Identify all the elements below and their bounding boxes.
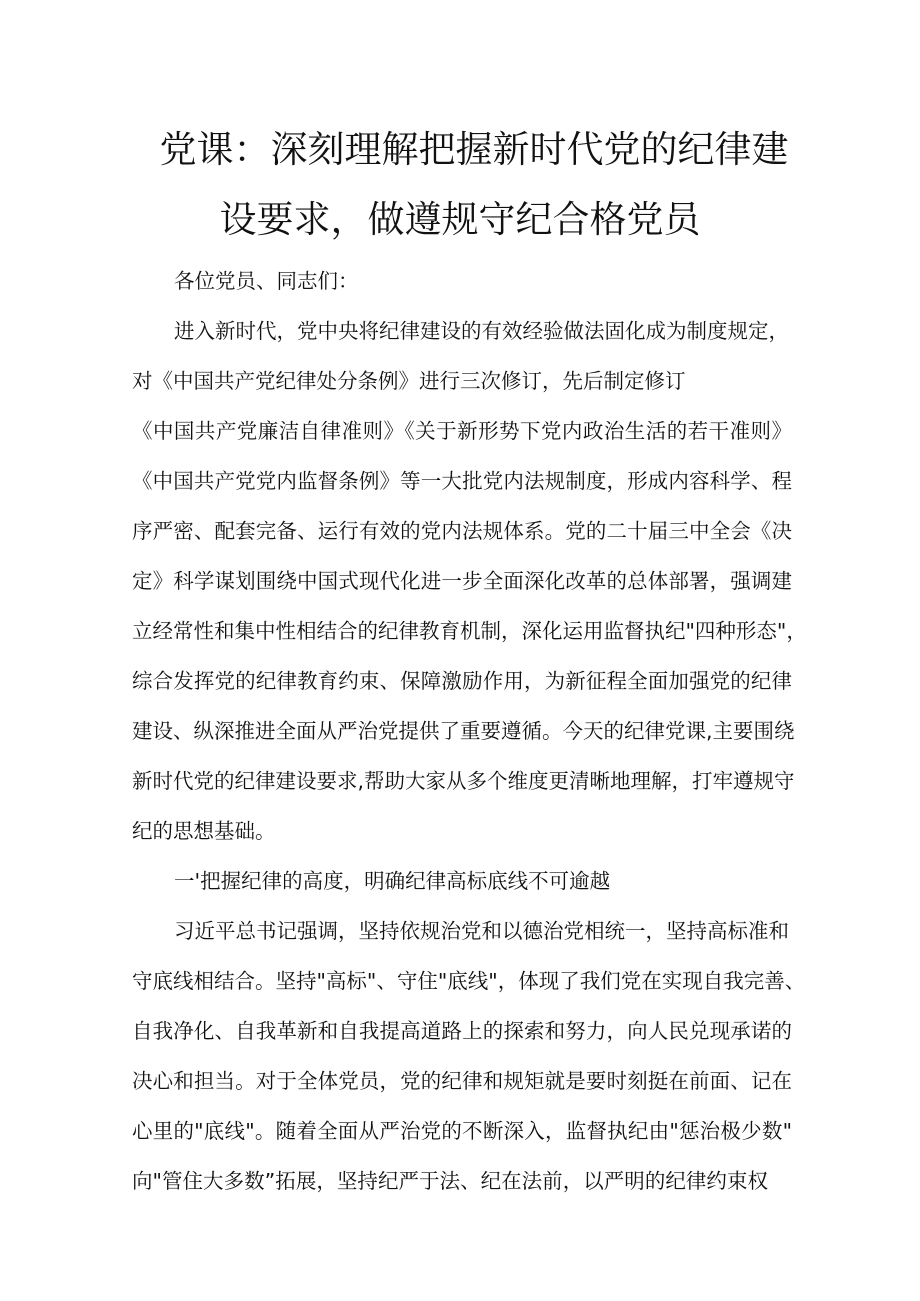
paragraph-1-line-9: 建设、纵深推进全面从严治党提供了重要遵循。今天的纪律党课,主要围绕 [132,719,795,743]
paragraph-1-line-4: 《中国共产党党内监督条例》等一大批党内法规制度，形成内容科学、程 [132,469,792,493]
paragraph-1-line-5: 序严密、配套完备、运行有效的党内法规体系。党的二十届三中全会《决 [132,519,792,543]
paragraph-2-line-1: 习近平总书记强调，坚持依规治党和以德治党相统一，坚持高标准和 [174,919,789,943]
paragraph-1-line-10: 新时代党的纪律建设要求,帮助大家从多个维度更清晰地理解，打牢遵规守 [132,769,795,793]
paragraph-2-line-2: 守底线相结合。坚持"高标"、守住"底线"，体现了我们党在实现自我完善、 [132,969,806,993]
document-title-line-1: 党课：深刻理解把握新时代党的纪律建 [159,128,789,171]
paragraph-2-line-4: 决心和担当。对于全体党员，党的纪律和规矩就是要时刻挺在前面、记在 [132,1069,792,1093]
paragraph-2-line-5: 心里的"底线"。随着全面从严治党的不断深入，监督执纪由"惩治极少数" [132,1119,792,1143]
paragraph-2-line-6: 向"管住大多数”拓展，坚持纪严于法、纪在法前，以严明的纪律约束权 [132,1169,768,1193]
document-title-line-2: 设要求，做遵规守纪合格党员 [219,198,701,241]
section-1-heading: 一'把握纪律的高度，明确纪律高标底线不可逾越 [174,869,611,893]
paragraph-1-line-2: 对《中国共产党纪律处分条例》进行三次修订，先后制定修订 [132,369,686,393]
paragraph-2-line-3: 自我净化、自我革新和自我提高道路上的探索和努力，向人民兑现承诺的 [132,1019,792,1043]
paragraph-1-line-7: 立经常性和集中性相结合的纪律教育机制，深化运用监督执纪"四种形态"， [132,619,807,643]
greeting: 各位党员、同志们： [174,269,359,293]
paragraph-1-line-3: 《中国共产党廉洁自律准则》《关于新形势下党内政治生活的若干准则》 [132,419,792,443]
paragraph-1-line-8: 综合发挥党的纪律教育约束、保障激励作用，为新征程全面加强党的纪律 [132,669,792,693]
paragraph-1-line-11: 纪的思想基础。 [132,819,276,843]
paragraph-1-line-1: 进入新时代，党中央将纪律建设的有效经验做法固化成为制度规定， [174,319,789,343]
paragraph-1-line-6: 定》科学谋划围绕中国式现代化进一步全面深化改革的总体部署，强调建 [132,569,792,593]
